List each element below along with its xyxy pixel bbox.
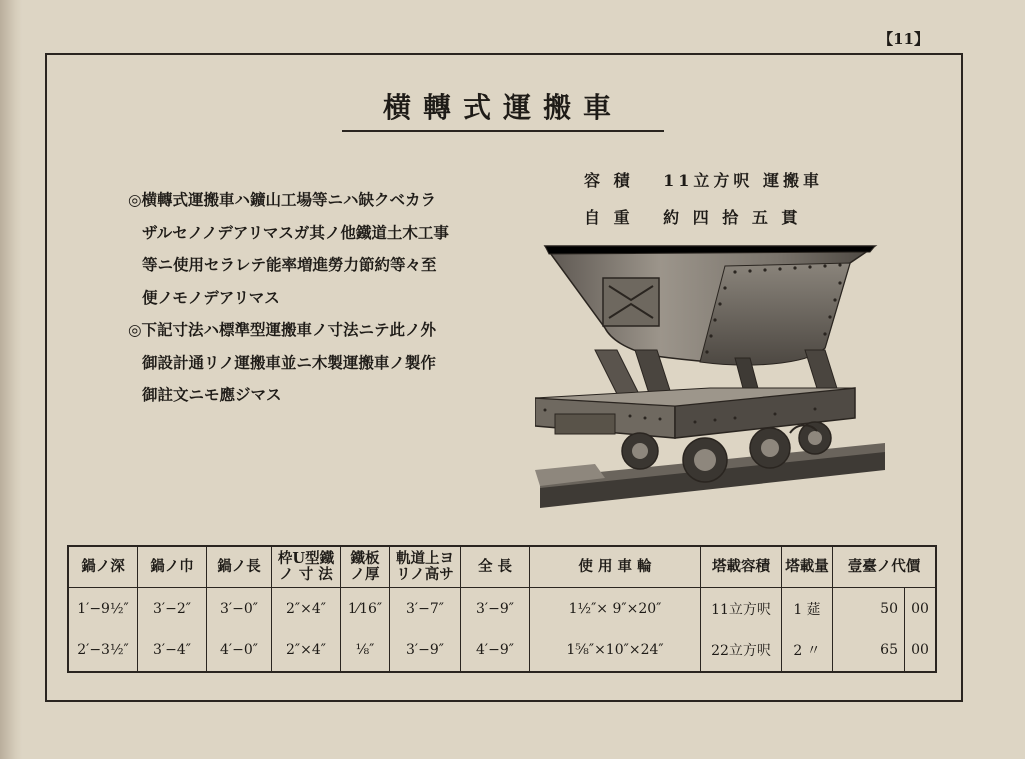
col-header-unit-price: 壹臺ノ代價 (833, 547, 936, 587)
description-line: ◎横轉式運搬車ハ鑛山工場等ニハ缺クベカラ (128, 190, 437, 209)
table-header-row (69, 547, 935, 587)
col-header-wheels: 使 用 車 輪 (530, 547, 701, 587)
table-cell: 1½″× 9″×20″ (530, 587, 701, 630)
price-sen-cell: 00 (905, 587, 936, 630)
table-cell: 1 莚 (782, 587, 833, 630)
description (128, 184, 470, 412)
table-cell: 1⁄16″ (341, 587, 390, 630)
book-spine-shadow (0, 0, 22, 759)
table-cell: 22立方呎 (701, 630, 782, 671)
col-header-channel-size: 枠U型鐵 ノ 寸 法 (272, 547, 341, 587)
col-header-load-capacity: 塔載容積 (701, 547, 782, 587)
description-line: ◎下記寸法ハ標準型運搬車ノ寸法ニテ此ノ外 (128, 320, 437, 339)
table-cell: 3′−9″ (390, 630, 461, 671)
col-header-pan-width: 鍋ノ巾 (138, 547, 207, 587)
table-cell: 1⅝″×10″×24″ (530, 630, 701, 671)
description-line: 等ニ使用セラレテ能率増進勞力節約等々至 (142, 255, 437, 274)
table-cell: 3′−4″ (138, 630, 207, 671)
price-yen-cell: 65 (833, 630, 905, 671)
table-cell: 1′−9½″ (69, 587, 138, 630)
dimensions-table (67, 545, 937, 673)
table-cell: 3′−0″ (207, 587, 272, 630)
price-sen-cell: 00 (905, 630, 936, 671)
col-header-height-above-rail: 軌道上ヨ リノ高サ (390, 547, 461, 587)
table-cell: 2″×4″ (272, 587, 341, 630)
table-cell: 2′−3½″ (69, 630, 138, 671)
price-yen-cell: 50 (833, 587, 905, 630)
table-cell: 3′−9″ (461, 587, 530, 630)
table-cell: 3′−7″ (390, 587, 461, 630)
table-row (69, 587, 935, 630)
description-line: 御設計通リノ運搬車並ニ木製運搬車ノ製作 (142, 352, 436, 372)
description-line: 御註文ニモ應ジマス (142, 385, 282, 404)
table-cell: 4′−9″ (461, 630, 530, 671)
col-header-pan-depth: 鍋ノ深 (69, 547, 138, 587)
col-header-pan-length: 鍋ノ長 (207, 547, 272, 587)
table-row (69, 630, 935, 671)
col-header-load-amount: 塔載量 (782, 547, 833, 587)
table-cell: 2″×4″ (272, 630, 341, 671)
col-header-overall-length: 全 長 (461, 547, 530, 587)
table-cell: 3′−2″ (138, 587, 207, 630)
tipping-wagon-illustration (535, 238, 890, 513)
table-cell: 2 〃 (782, 630, 833, 671)
table-cell: 11立方呎 (701, 587, 782, 630)
table-cell: ⅛″ (341, 630, 390, 671)
page-number: 【11】 (878, 30, 929, 48)
spec-capacity: 容 積 11立方呎 運搬車 (584, 171, 823, 190)
col-header-plate-thickness: 鐵板 ノ厚 (341, 547, 390, 587)
description-line: ザルセノノデアリマスガ其ノ他鐵道土木工事 (142, 222, 449, 242)
table-cell: 4′−0″ (207, 630, 272, 671)
spec-weight: 自 重 約 四 拾 五 貫 (584, 208, 802, 227)
description-line: 便ノモノデアリマス (142, 287, 280, 307)
page-title: 横轉式運搬車 (342, 86, 664, 132)
